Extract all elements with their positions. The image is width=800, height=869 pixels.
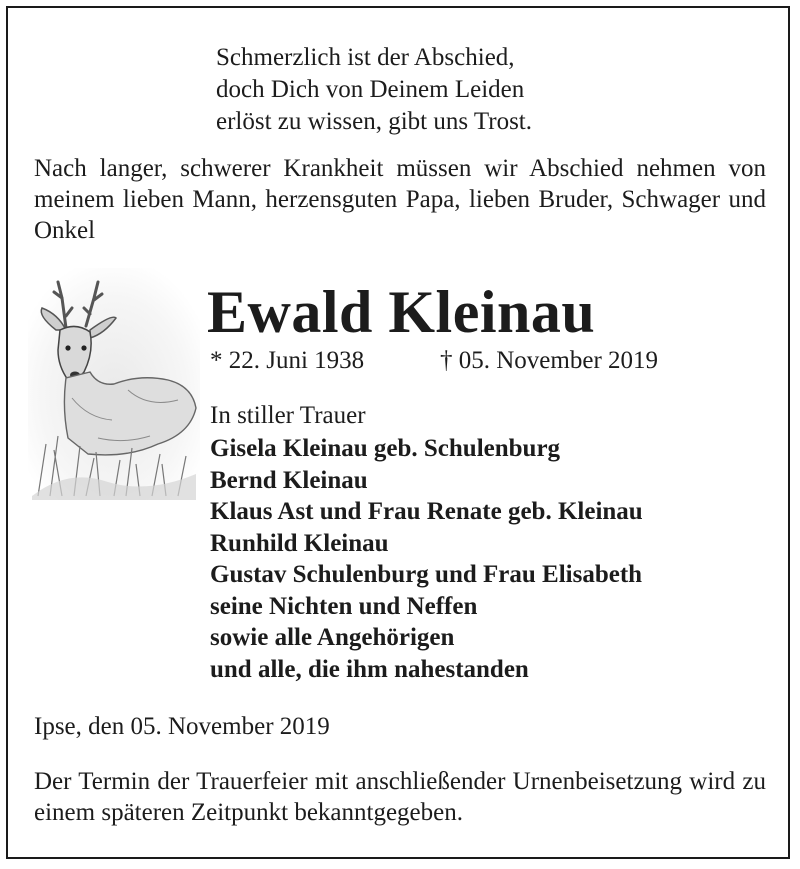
mourner-entry: sowie alle Angehörigen: [210, 624, 455, 651]
mourner-entry: und alle, die ihm nahestanden: [210, 655, 529, 683]
birth-date: * 22. Juni 1938: [210, 347, 365, 374]
roe-deer-sketch-icon: [28, 268, 200, 500]
deceased-name: Ewald Kleinau: [207, 279, 596, 345]
poem: [216, 42, 532, 138]
mourners-list: [210, 433, 643, 685]
mourners-intro: In stiller Trauer: [210, 402, 366, 429]
poem-line: erlöst zu wissen, gibt uns Trost.: [216, 108, 533, 135]
poem-line: Schmerzlich ist der Abschied,: [216, 44, 515, 71]
mourner-entry: seine Nichten und Neffen: [210, 592, 478, 620]
mourner-entry: Bernd Kleinau: [210, 466, 368, 494]
mourner-entry: Gisela Kleinau geb. Schulenburg: [210, 435, 561, 462]
funeral-notice: Der Termin der Trauerfeier mit anschließender Urnenbeisetzung wird zu einem späteren Zeitpunkt bekanntgegeben.: [34, 768, 766, 826]
intro-paragraph: Nach langer, schwerer Krankheit müssen wir Abschied nehmen von meinem lieben Mann, herzensguten Papa, lieben Bruder, Schwager und Onkel: [34, 155, 766, 244]
place-date: Ipse, den 05. November 2019: [34, 713, 330, 740]
mourner-entry: Gustav Schulenburg und Frau Elisabeth: [210, 561, 643, 588]
mourner-entry: Runhild Kleinau: [210, 529, 389, 557]
death-date: † 05. November 2019: [440, 347, 659, 374]
mourner-entry: Klaus Ast und Frau Renate geb. Kleinau: [210, 498, 643, 525]
poem-line: doch Dich von Deinem Leiden: [216, 76, 525, 103]
